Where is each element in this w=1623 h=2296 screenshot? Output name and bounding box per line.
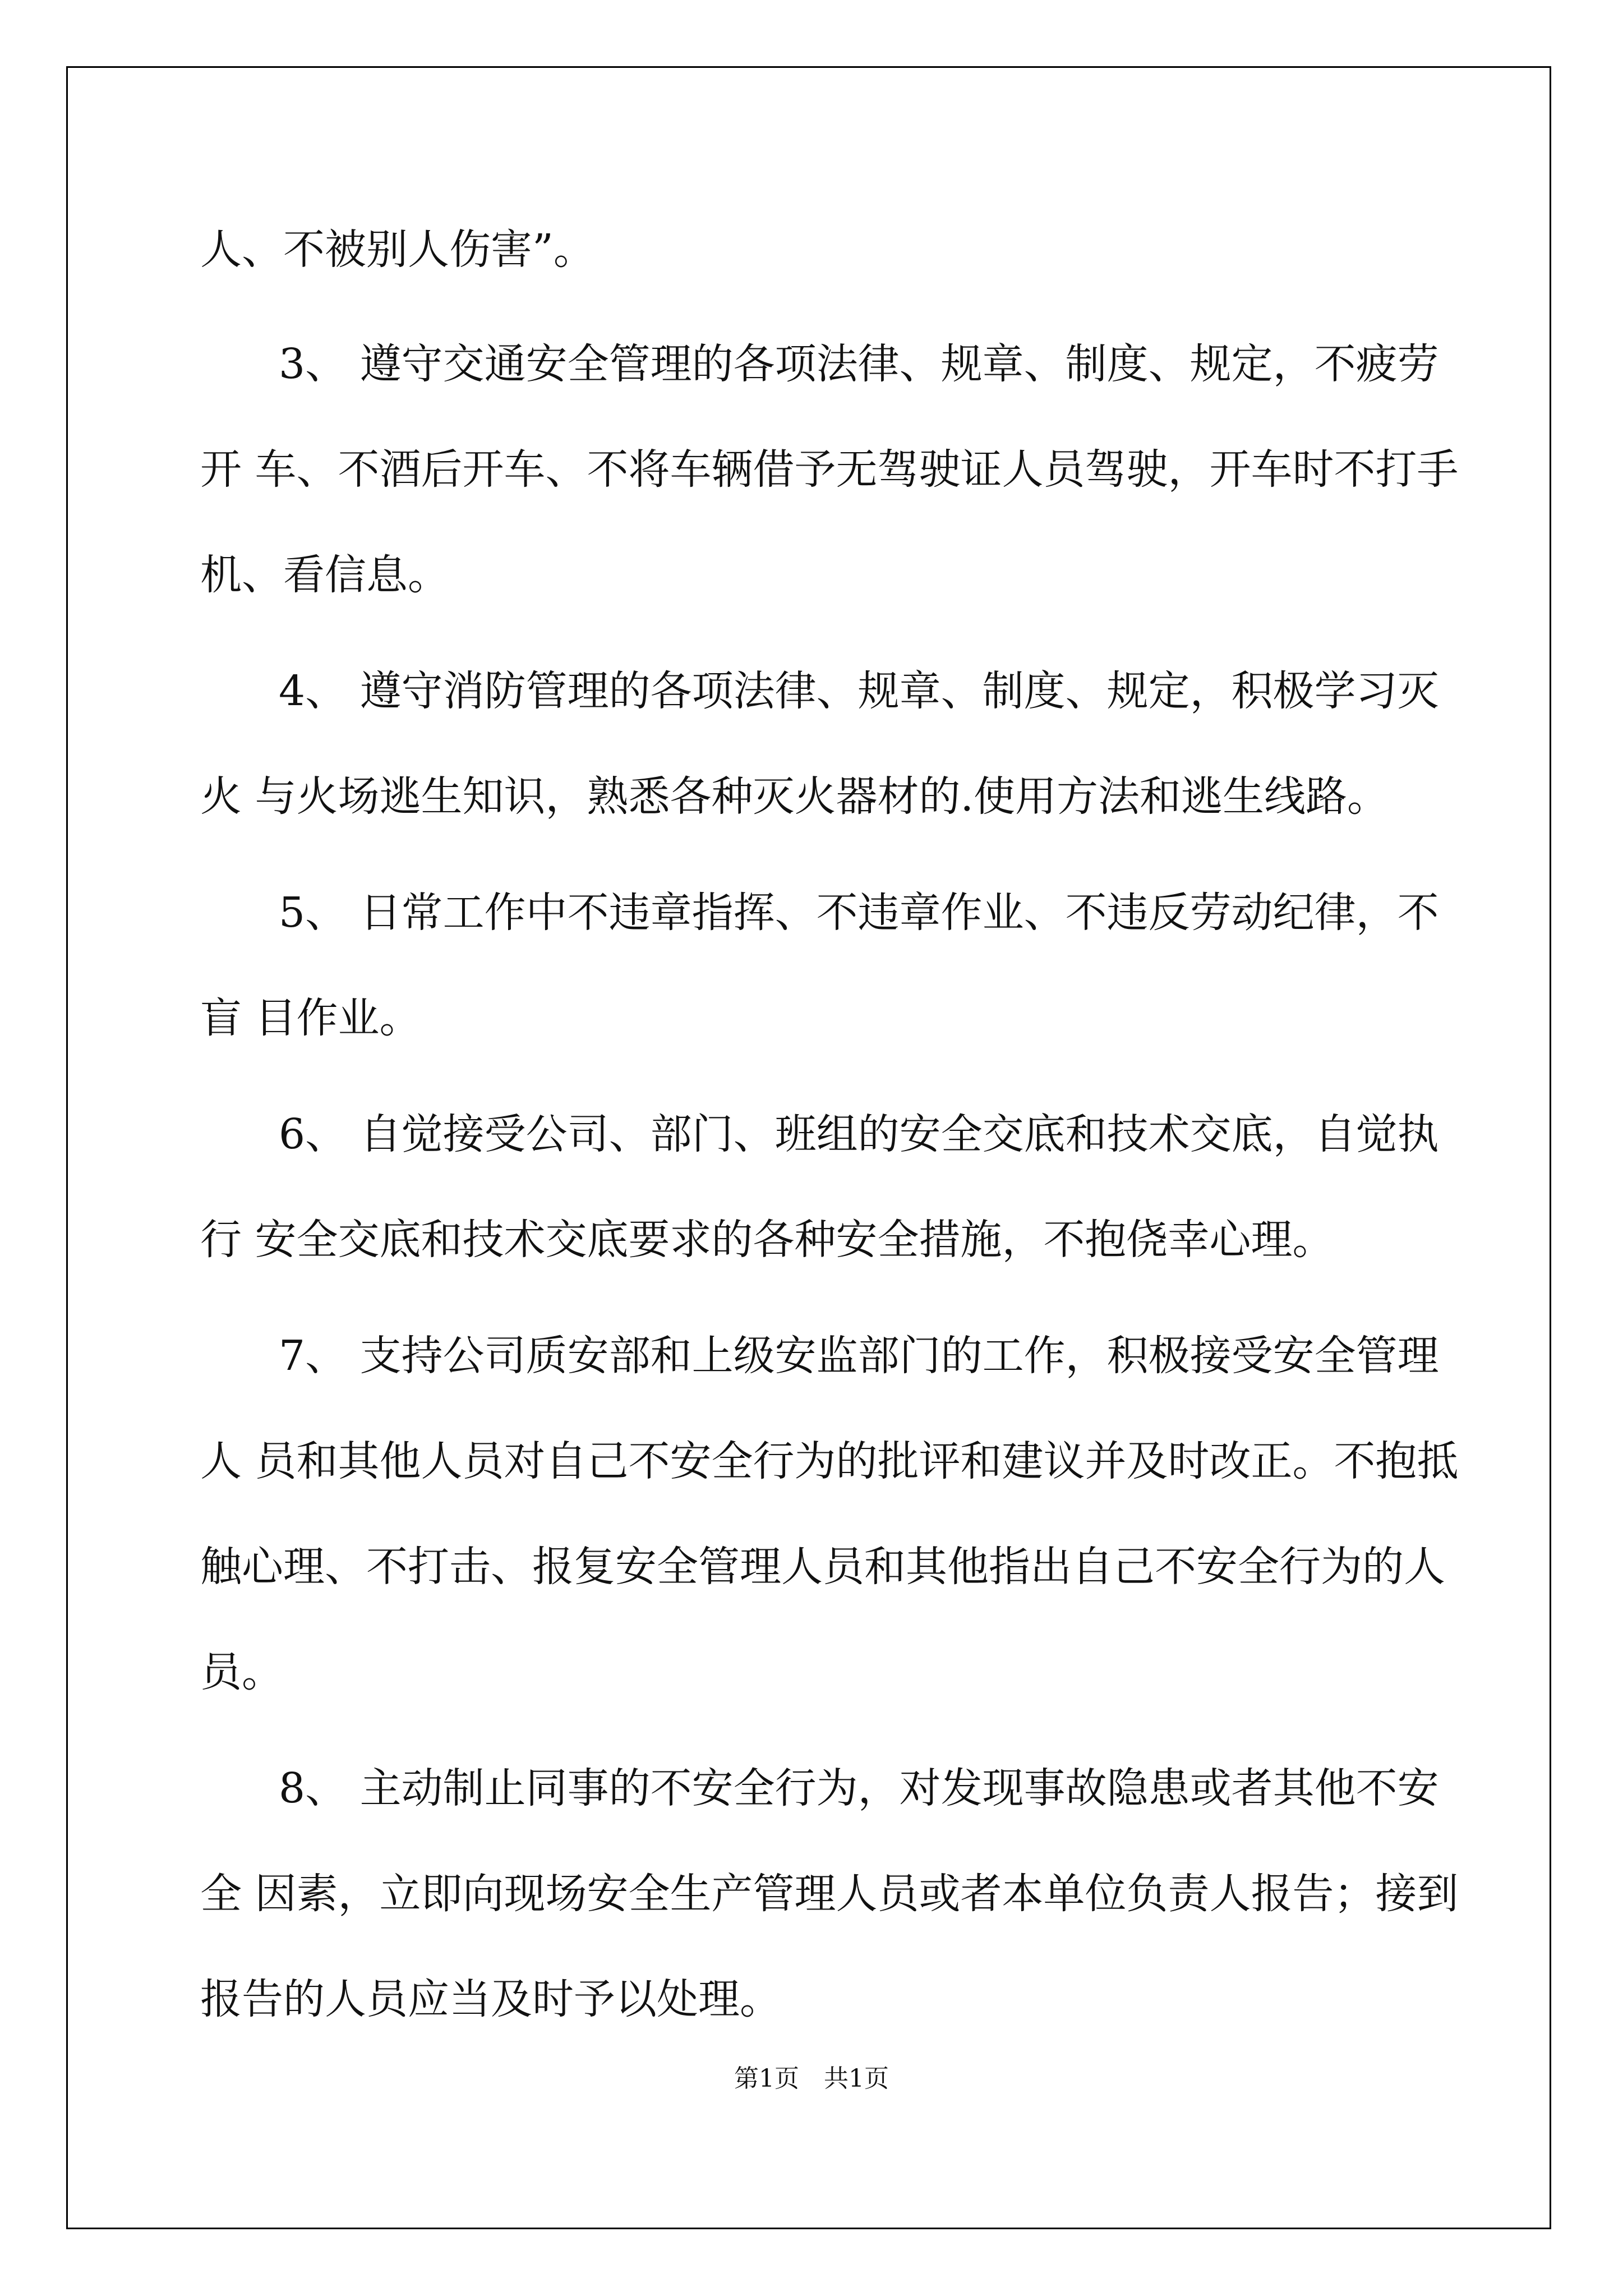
text-line-12: 人 员和其他人员对自己不安全行为的批评和建议并及时改正。不抱抵 <box>200 1437 1459 1485</box>
page-footer: 第1页 共1页 <box>734 2064 889 2093</box>
text-line-8: 盲 目作业。 <box>200 994 421 1042</box>
text-line-6: 火 与火场逃生知识，熟悉各种灭火器材的.使用方法和逃生线路。 <box>200 772 1389 821</box>
text-line-15: 8、 主动制止同事的不安全行为，对发现事故隐患或者其他不安 <box>279 1764 1439 1812</box>
text-line-14: 员。 <box>200 1648 283 1696</box>
text-line-5: 4、 遵守消防管理的各项法律、规章、制度、规定，积极学习灭 <box>279 667 1439 715</box>
text-line-1: 人、不被别人伤害”。 <box>200 226 595 274</box>
text-line-16: 全 因素，立即向现场安全生产管理人员或者本单位负责人报告；接到 <box>200 1870 1459 1918</box>
text-line-13: 触心理、不打击、报复安全管理人员和其他指出自己不安全行为的人 <box>200 1543 1445 1591</box>
text-line-3: 开 车、不酒后开车、不将车辆借予无驾驶证人员驾驶，开车时不打手 <box>200 445 1459 494</box>
text-line-7: 5、 日常工作中不违章指挥、不违章作业、不违反劳动纪律，不 <box>279 889 1439 937</box>
text-line-9: 6、 自觉接受公司、部门、班组的安全交底和技术交底，自觉执 <box>279 1110 1439 1158</box>
text-line-2: 3、 遵守交通安全管理的各项法律、规章、制度、规定，不疲劳 <box>279 340 1439 388</box>
text-line-11: 7、 支持公司质安部和上级安监部门的工作，积极接受安全管理 <box>279 1332 1439 1380</box>
text-line-17: 报告的人员应当及时予以处理。 <box>200 1975 781 2023</box>
text-line-4: 机、看信息。 <box>200 551 449 599</box>
text-line-10: 行 安全交底和技术交底要求的各种安全措施，不抱侥幸心理。 <box>200 1216 1334 1264</box>
